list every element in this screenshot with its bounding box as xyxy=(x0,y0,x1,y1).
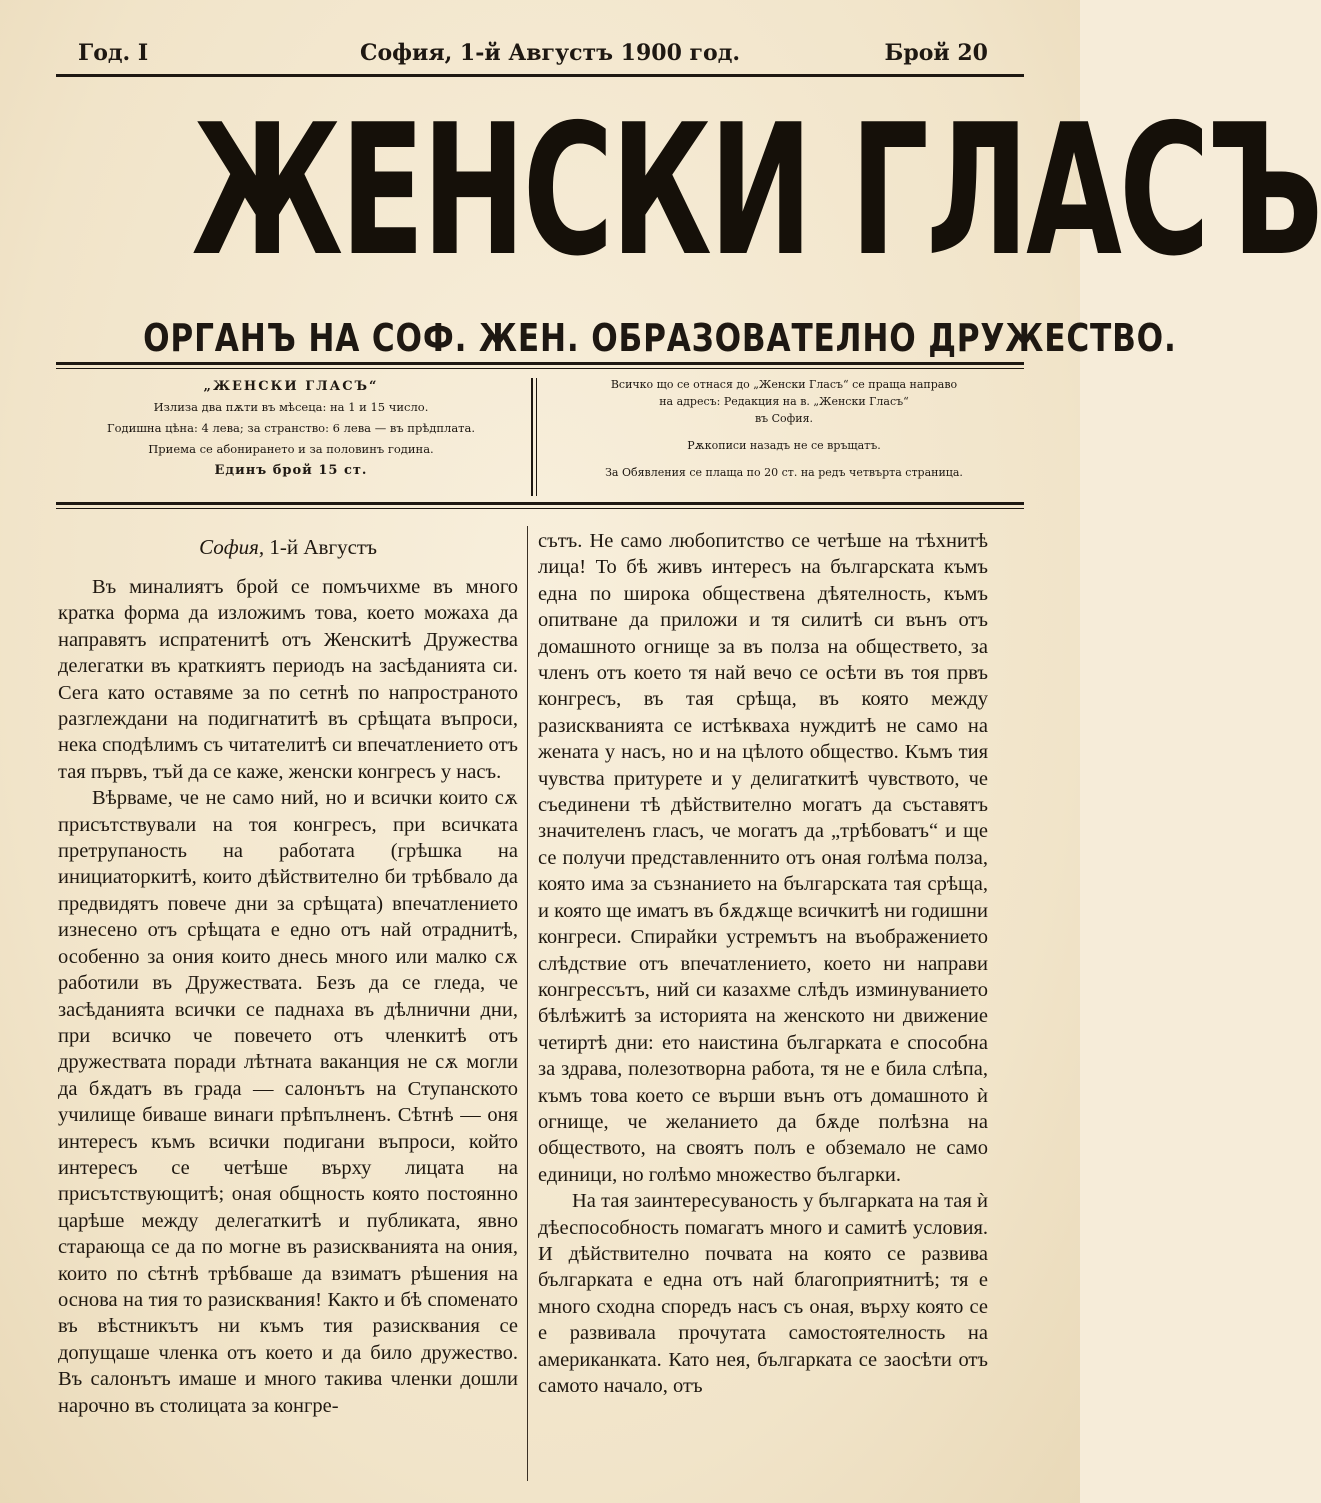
single-issue-price: Единъ брой 15 ст. xyxy=(214,463,368,478)
info-box xyxy=(56,372,1024,500)
manuscripts-note: Рѫкописи назадъ не се връщатъ. xyxy=(687,439,881,452)
issue-date: София, 1-й Августъ 1900 год. xyxy=(360,40,741,66)
header-line xyxy=(78,40,988,72)
frequency-text: Излиза два пѫти въ мѣсеца: на 1 и 15 число. xyxy=(153,400,429,414)
headline-date: 1-й Августъ xyxy=(269,535,377,559)
article-headline xyxy=(58,528,518,566)
year-label: Год. I xyxy=(78,40,149,66)
editorial-info xyxy=(544,376,1024,481)
article-column-right xyxy=(538,528,988,1399)
article-column-left xyxy=(58,528,518,1419)
article-paragraph: Вѣрваме, че не само ний, но и всички които сѫ присътствували на тоя конгресъ, при всичката претрупаность на работата (грѣшка на инициаторкитѣ, които дѣйствително би трѣбвало да предвидятъ повече дни за срѣщата) впечатлението изнесено отъ срѣщата е едно отъ най отраднитѣ, особенно за ония които днесь много или малко сѫ работили въ Дружествата. Безъ да се гледа, че засѣданията всички се паднаха въ дѣлнични дни, при всичко че повечето отъ членкитѣ отъ дружествата поради лѣтната ваканция не сѫ могли да бѫдатъ въ града — салонътъ на Ступанското училище биваше винаги прѣпълненъ. Сѣтнѣ — оня интересъ къмъ всички подигани въпроси, който интересъ се четѣше върху лицата на присътствующитѣ; оная общность която постоянно царѣше между делегаткитѣ и публиката, явно старающа се да по могне въ разискванията на ония, които по сѣтнѣ трѣбваше да взиматъ рѣшения на основа на тия то разисквания! Както и бѣ споменато въ вѣстникътъ ни къмъ тия разисквания се допущаше членка отъ което и да било дружество. Въ салонътъ имаше и много такива членки дошли нарочно въ столицата за конгре- xyxy=(58,787,518,1417)
half-year-text: Приема се абонирането и за половинъ година. xyxy=(148,442,434,456)
spacer xyxy=(544,454,1024,464)
subscription-info xyxy=(56,376,526,481)
address-line-2: на адресъ: Редакция на в. „Женски Гласъ“ xyxy=(659,395,909,408)
info-rule-thin xyxy=(56,508,1024,509)
masthead-title: ЖЕНСКИ ГЛАСЪ xyxy=(191,84,1321,296)
ads-note: За Обявления се плаща по 20 ст. на редъ четвърта страница. xyxy=(605,466,963,479)
column-rule xyxy=(527,526,528,1481)
info-divider xyxy=(531,378,533,496)
masthead-rule xyxy=(56,362,1024,365)
headline-place: София, xyxy=(199,535,265,559)
article-paragraph: На тая заинтересуваность у българката на тая ѝ дѣеспособность помагатъ много и самитѣ условия. И дѣйствително почвата на която се развива българката е една отъ най благоприятнитѣ; тя е много сходна споредъ насъ съ оная, върху която се е развивала прочутата самостоятелность на американката. Като нея, българката се заосѣти отъ самото начало, отъ xyxy=(538,1190,988,1397)
article-paragraph: сътъ. Не само любопитство се четѣше на тѣхнитѣ лица! То бѣ живъ интересъ на българската къмъ една по широка обществена дѣятелность, къмъ опитване да приложи и тя силитѣ си вънъ отъ домашното огнище за въ полза на обществето, за членъ отъ което тя най вечо се осѣти въ тоя првъ конгресъ, въ тая срѣща, въ която между разискванията се истѣкваха нуждитѣ не само на жената у насъ, но и на цѣлото общество. Къмъ тия чувства притурете и у делигаткитѣ чувството, че съединени тѣ дѣйствително могатъ да съставятъ значителенъ гласъ, че могатъ да „трѣбоватъ“ и ще се получи представленнито отъ оная голѣма полза, която има за съзнанието на българската тая срѣща, и която ще иматъ въ бѫдѫще всичкитѣ ни годишни конгреси. Спирайки устремътъ на въображението слѣдствие отъ впечатлението, което ни направи конгрессътъ, ний си казахме слѣдъ изминуванието бѣлѣжитѣ за историята на женското ни движение четиртѣ дни: ето наистина българката е способна за здрава, полезотворна работа, тя не е била слѣпа, къмъ това което се върши вънъ отъ домашното ѝ огнище, че желанието да бѫде полѣзна на обществото, на своятъ полъ е обземало не само единици, но голѣмо множество българки. xyxy=(538,530,988,1186)
masthead-rule-thin xyxy=(56,368,1024,369)
address-line-3: въ София. xyxy=(754,412,814,425)
subscription-price: Годишна цѣна: 4 лева; за странство: 6 лева — въ прѣдплата. xyxy=(106,421,476,435)
issue-number: Брой 20 xyxy=(884,40,988,66)
masthead-subtitle: ОРГАНЪ НА СОФ. ЖЕН. ОБРАЗОВАТЕЛНО ДРУЖЕСТВО. xyxy=(143,316,1177,360)
spacer xyxy=(544,427,1024,437)
paper-name: „ЖЕНСКИ ГЛАСЪ“ xyxy=(203,379,379,394)
info-rule xyxy=(56,502,1024,505)
address-line-1: Всичко що се отнася до „Женски Гласъ“ се праща направо xyxy=(610,378,958,391)
article-paragraph: Въ миналиятъ брой се помъчихме въ много кратка форма да изложимъ това, което можаха да направятъ испратенитѣ отъ Женскитѣ Дружества делегатки въ краткиятъ периодъ на засѣданията си. Сега като оставяме за по сетнѣ по напространото разглеждани на подигнатитѣ въ срѣщата въпроси, нека сподѣлимъ съ читателитѣ си впечатлението отъ тая първъ, тъй да се каже, женски конгресъ у насъ. xyxy=(58,576,518,783)
top-rule xyxy=(56,74,1024,77)
info-divider-thin xyxy=(536,378,537,496)
